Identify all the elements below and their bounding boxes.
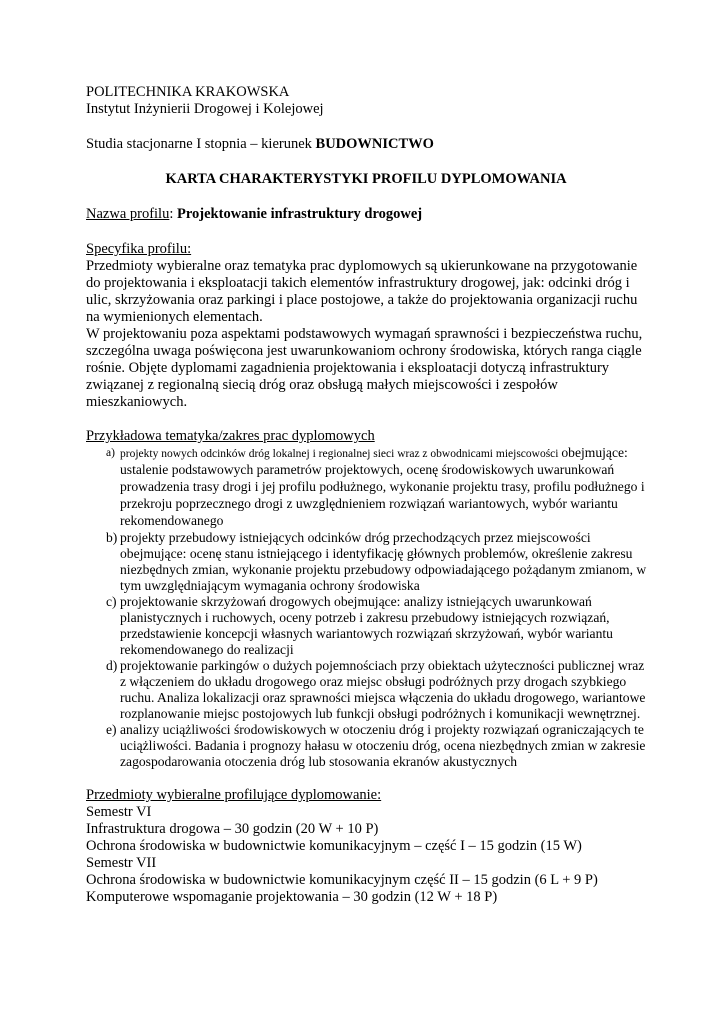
list-item bbox=[86, 445, 650, 530]
document-title: KARTA CHARAKTERYSTYKI PROFILU DYPLOMOWANIA bbox=[165, 171, 567, 187]
profile-name-line bbox=[86, 206, 646, 223]
list-item bbox=[86, 594, 650, 658]
list-item bbox=[86, 658, 650, 722]
list-item bbox=[86, 722, 650, 770]
profile-name: Projektowanie infrastruktury drogowej bbox=[177, 206, 423, 222]
studies-prefix: Studia stacjonarne I stopnia – kierunek bbox=[86, 136, 316, 152]
electives-heading: Przedmioty wybieralne profilujące dyplomowanie: bbox=[86, 787, 382, 803]
elective-line: Semestr VII bbox=[86, 855, 157, 871]
elective-line: Infrastruktura drogowa – 30 godzin (20 W + 10 P) bbox=[86, 821, 379, 837]
list-item-text: projektowanie parkingów o dużych pojemnościach przy obiektach użyteczności publicznej wraz z włączeniem do układu drogowego oraz miejsc obsługi podróżnych przy drogach szybkiego ruchu. Analiza lokalizacji oraz sprawności miejsca włączenia do układu drogowego, wariantowe rozplanowanie miejsc postojowych lub funkcji obsługi podróżnych i komunikacji wewnętrznej. bbox=[120, 658, 646, 721]
document-page bbox=[86, 84, 646, 906]
profile-separator: : bbox=[169, 206, 177, 222]
specifics-heading: Specyfika profilu: bbox=[86, 241, 192, 257]
list-item-text: projekty przebudowy istniejących odcinków dróg przechodzących przez miejscowości obejmujące: ocenę stanu istniejącego i identyfikację głównych problemów, określenie zakresu niezbędnych zmian, wykonanie projektu przebudowy odpowiadającego pożądanym zmianom, w tym uwzględniającym wymagania ochrony środowiska bbox=[120, 530, 647, 593]
elective-line: Komputerowe wspomaganie projektowania – 30 godzin (12 W + 18 P) bbox=[86, 889, 498, 905]
specifics-paragraph-2: W projektowaniu poza aspektami podstawowych wymagań sprawności i bezpieczeństwa ruchu, szczególna uwaga poświęcona jest uwarunkowaniom ochrony środowiska, których ranga ciągle rośnie. Objęte dyplomami zagadnienia projektowania i eksploatacji dotyczą infrastruktury związanej z regionalną siecią dróg oraz obsługą małych miejscowości i zespołów mieszkaniowych. bbox=[86, 326, 643, 410]
profile-label: Nazwa profilu bbox=[86, 206, 170, 222]
elective-line: Semestr VI bbox=[86, 804, 152, 820]
topics-list bbox=[86, 445, 646, 770]
list-marker: e) bbox=[106, 722, 117, 737]
list-item-lead: projekty nowych odcinków dróg lokalnej i regionalnej sieci wraz z obwodnicami miejscowości bbox=[120, 448, 559, 460]
studies-field: BUDOWNICTWO bbox=[315, 136, 434, 152]
topics-heading: Przykładowa tematyka/zakres prac dyplomowych bbox=[86, 428, 375, 444]
list-item-text: projektowanie skrzyżowań drogowych obejmujące: analizy istniejących uwarunkowań planistycznych i ruchowych, oceny potrzeb i zakresu przebudowy istniejących rozwiązań, przedstawienie koncepcji własnych wariantowych rozwiązań skrzyżowań, wybór wariantu rekomendowanego do realizacji bbox=[120, 594, 613, 657]
studies-line bbox=[86, 136, 646, 153]
elective-line: Ochrona środowiska w budownictwie komunikacyjnym część II – 15 godzin (6 L + 9 P) bbox=[86, 872, 598, 888]
list-marker: a) bbox=[106, 447, 115, 459]
list-marker: d) bbox=[106, 658, 118, 673]
university-name: POLITECHNIKA KRAKOWSKA bbox=[86, 84, 290, 100]
list-marker: c) bbox=[106, 594, 117, 609]
list-item-text: obejmujące: ustalenie podstawowych parametrów projektowych, ocenę środowiskowych uwarunkowań prowadzenia trasy drogi i jej profilu podłużnego, wykonanie projektu trasy, profilu podłużnego i przekroju poprzecznego drogi z uwzględnieniem rozwiązań wariantowych, wybór wariantu rekomendowanego bbox=[120, 445, 645, 528]
specifics-paragraph-1: Przedmioty wybieralne oraz tematyka prac dyplomowych są ukierunkowane na przygotowanie do projektowania i eksploatacji takich elementów infrastruktury drogowej, jak: odcinki dróg i ulic, skrzyżowania oraz parkingi i place postojowe, a także do projektowania organizacji ruchu na wymienionych elementach. bbox=[86, 258, 638, 325]
list-item-text: analizy uciążliwości środowiskowych w otoczeniu dróg i projekty rozwiązań ograniczających te uciążliwości. Badania i prognozy hałasu w otoczeniu dróg, ocena niezbędnych zmian w zakresie zagospodarowania otoczenia dróg lub stosowania ekranów akustycznych bbox=[120, 722, 646, 769]
list-marker: b) bbox=[106, 530, 118, 545]
list-item bbox=[86, 530, 650, 594]
elective-line: Ochrona środowiska w budownictwie komunikacyjnym – część I – 15 godzin (15 W) bbox=[86, 838, 582, 854]
institute-name: Instytut Inżynierii Drogowej i Kolejowej bbox=[86, 101, 324, 117]
